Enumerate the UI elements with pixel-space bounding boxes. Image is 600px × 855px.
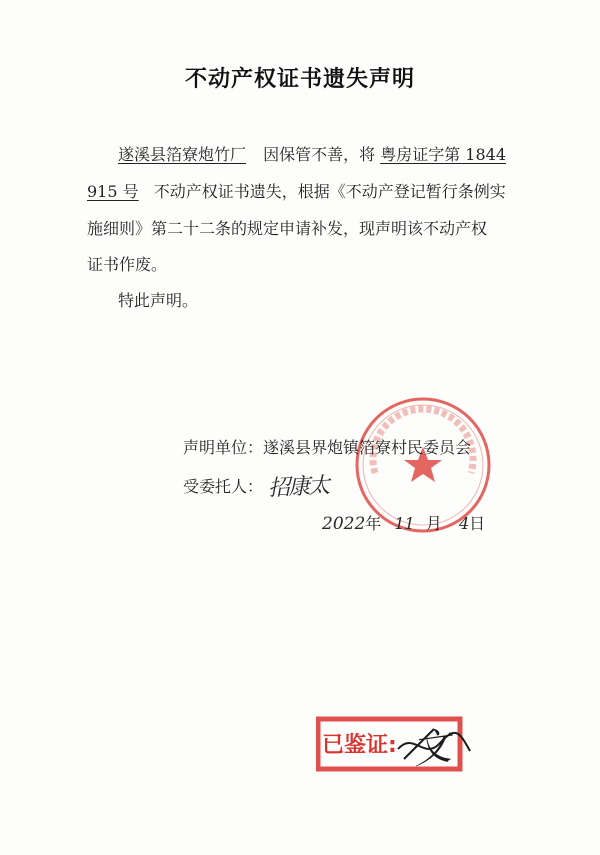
date-month-char: 月 xyxy=(425,514,442,533)
date-month: 11 xyxy=(394,514,415,533)
para2-line: 特此声明。 xyxy=(118,291,199,310)
date-row xyxy=(322,514,485,534)
document-title: 不动产权证书遗失声明 xyxy=(184,67,415,92)
para1-text-b: 不动产权证书遗失，根据《不动产登记暂行条例实 xyxy=(153,182,506,201)
declarer-label: 声明单位： xyxy=(183,438,264,457)
date-day-char: 日 xyxy=(469,514,486,533)
cert-number-b: 915 号 xyxy=(87,182,139,201)
agent-label: 受委托人： xyxy=(183,477,264,496)
para1-text-a: 因保管不善，将 xyxy=(263,145,376,164)
para1-line2 xyxy=(87,182,506,202)
cert-number-a: 粤房证字第 1844 xyxy=(380,145,507,164)
date-day: 4 xyxy=(458,514,470,533)
para1-line1 xyxy=(118,145,506,165)
verified-signature: 文 xyxy=(409,723,454,773)
para1-line4: 证书作废。 xyxy=(87,255,168,274)
verified-stamp xyxy=(316,715,476,773)
agent-signature: 招康太 xyxy=(267,473,329,502)
declarer-name: 遂溪县界炮镇箔寮村民委员会 xyxy=(263,438,472,457)
agent-row xyxy=(183,477,263,497)
verified-stamp-text: 已鉴证: xyxy=(322,733,397,758)
signature-scribble-icon xyxy=(394,721,474,771)
declarer-row xyxy=(183,438,471,458)
owner-name: 遂溪县箔寮炮竹厂 xyxy=(118,145,247,164)
date-year: 2022 xyxy=(322,514,366,534)
para1-line3: 施细则》第二十二条的规定申请补发，现声明该不动产权 xyxy=(87,219,488,238)
date-year-char: 年 xyxy=(365,514,382,533)
